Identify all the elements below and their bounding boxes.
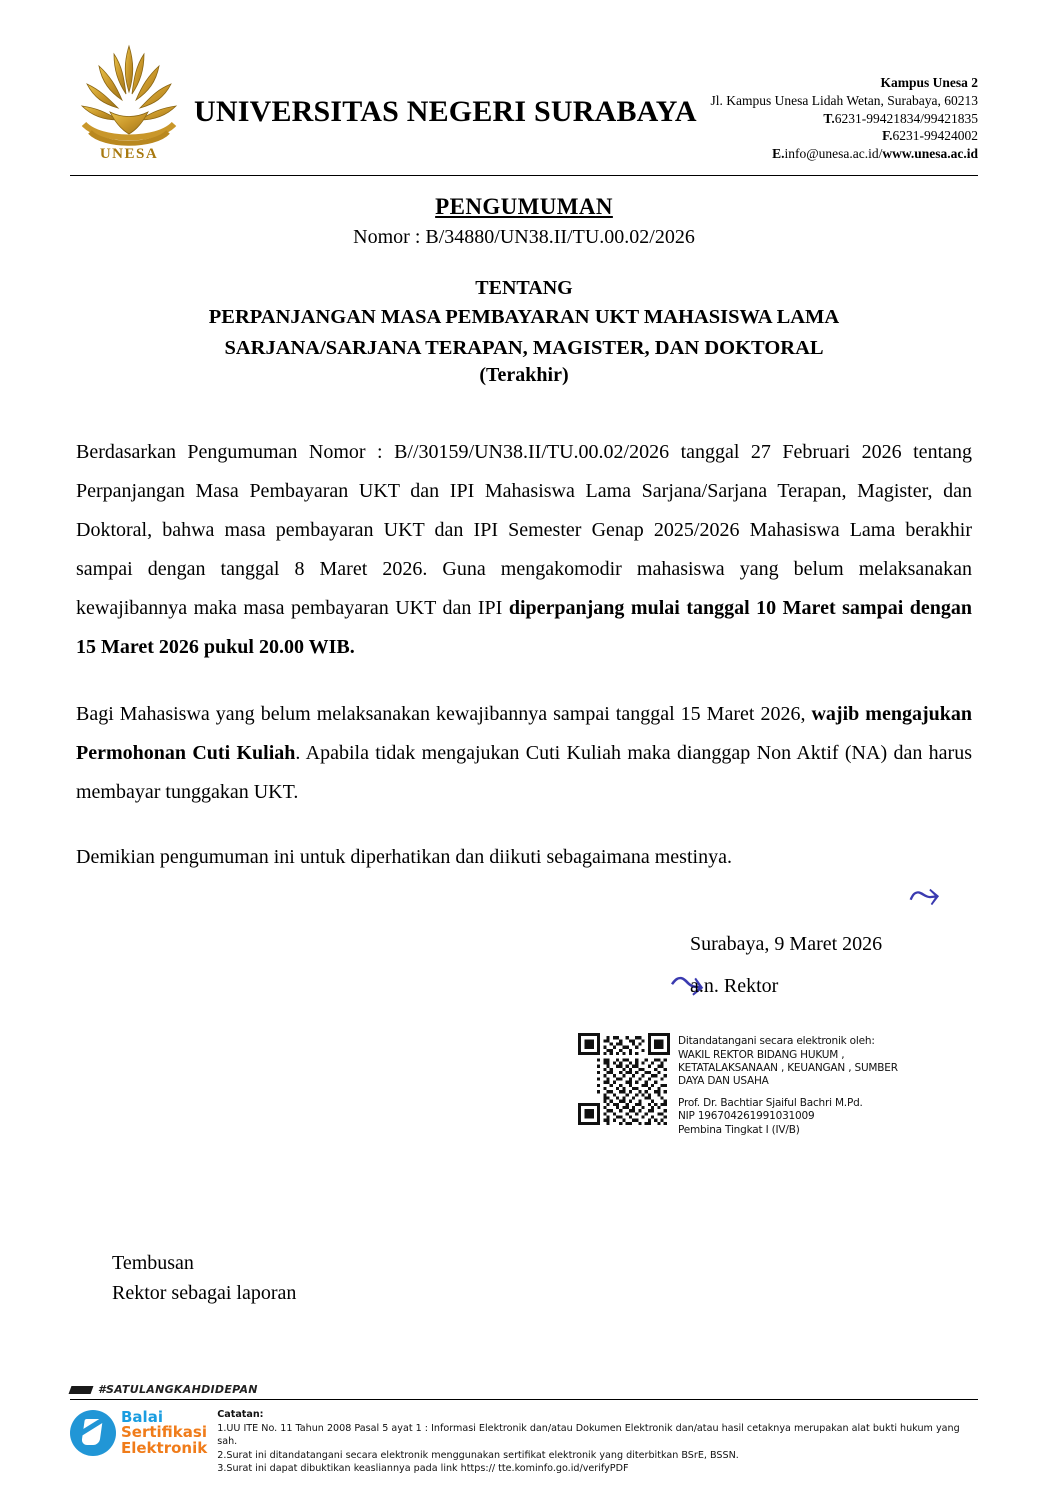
- letterhead: [70, 40, 978, 169]
- paragraph-2: [76, 695, 972, 812]
- esign-position-line-3: DAYA DAN USAHA: [678, 1075, 769, 1088]
- bsre-wordmark: [121, 1410, 207, 1456]
- paragraph-2-emphasis: wajib mengajukan Permohonan Cuti Kuliah: [76, 703, 972, 765]
- unesa-logo-icon: [70, 40, 188, 162]
- bsre-line-2: Sertifikasi: [121, 1423, 207, 1442]
- esign-signer-name: Prof. Dr. Bachtiar Sjaiful Bachri M.Pd.: [678, 1096, 863, 1109]
- note-3: 3.Surat ini dapat dibuktikan keasliannya pada link https:// tte.kominfo.go.id/verifyPDF: [217, 1463, 629, 1475]
- fax-line: [697, 127, 978, 145]
- footer-row: [70, 1408, 978, 1476]
- email-line: [697, 145, 978, 163]
- esign-spacer: [678, 1089, 898, 1097]
- bsre-line-1: Balai: [121, 1408, 163, 1426]
- note-2: 2.Surat ini ditandatangani secara elektronik menggunakan sertifikat elektronik yang diterbitkan BSrE, BSSN.: [217, 1449, 739, 1461]
- phone-value: 6231-99421834/99421835: [834, 110, 978, 126]
- electronic-signature-block: [578, 1033, 898, 1137]
- phone-line: [697, 110, 978, 128]
- document-number: Nomor : B/34880/UN38.II/TU.00.02/2026: [353, 226, 695, 249]
- note-1: 1.UU ITE No. 11 Tahun 2008 Pasal 5 ayat 1 : Informasi Elektronik dan/atau Dokumen Elektronik dan/atau hasil cetaknya merupakan alat bukti hukum yang sah.: [217, 1422, 960, 1448]
- final-notice-label: (Terakhir): [479, 364, 569, 387]
- handwritten-mark-2: ⤳: [666, 955, 709, 1010]
- header-divider: [70, 175, 978, 176]
- notes-title: Catatan:: [217, 1408, 264, 1420]
- subject-line-2: SARJANA/SARJANA TERAPAN, MAGISTER, DAN DOKTORAL: [224, 337, 824, 360]
- bsre-line-3: Elektronik: [121, 1438, 208, 1457]
- paragraph-1: [76, 433, 972, 667]
- signature-block: [690, 923, 882, 1007]
- paragraph-1-text: Berdasarkan Pengumuman Nomor : B//30159/UN38.II/TU.00.02/2026 tanggal 27 Februari 2026 tentang Perpanjangan Masa Pembayaran UKT dan IPI Mahasiswa Lama Sarjana/Sarjana Terapan, Magister, dan Doktoral, bahwa masa pembayaran UKT dan IPI Semester Genap 2025/2026 Mahasiswa Lama berakhir sampai dengan tanggal 8 Maret 2026. Guna mengakomodir mahasiswa yang belum melaksanakan kewajibannya maka masa pembayaran UKT dan IPI: [76, 441, 972, 620]
- phone-prefix: T.: [823, 110, 835, 126]
- footer-divider: [70, 1399, 978, 1400]
- email-prefix: E.: [772, 146, 785, 162]
- tembusan-block: [112, 1248, 296, 1308]
- bsre-logo: [70, 1408, 207, 1456]
- tagline-bar-icon: [69, 1386, 94, 1394]
- qr-code-svg: [578, 1033, 670, 1125]
- email-value: info@unesa.ac.id/: [784, 146, 883, 162]
- footer-notes: [217, 1408, 978, 1476]
- about-label: TENTANG: [475, 277, 573, 300]
- unesa-logo: [70, 40, 188, 162]
- bsre-pen-icon: [70, 1410, 116, 1456]
- electronic-signature-text: [678, 1033, 898, 1137]
- tembusan-label: Tembusan: [112, 1252, 194, 1274]
- esign-rank: Pembina Tingkat I (IV/B): [678, 1123, 800, 1136]
- campus-label: Kampus Unesa 2: [880, 75, 978, 90]
- signature-place-date: Surabaya, 9 Maret 2026: [690, 933, 883, 956]
- paragraph-1-emphasis: diperpanjang mulai tanggal 10 Maret sampai dengan 15 Maret 2026 pukul 20.00 WIB.: [76, 597, 972, 659]
- letterhead-contact: [697, 74, 978, 163]
- paragraph-2-text-b: . Apabila tidak mengajukan Cuti Kuliah maka dianggap Non Aktif (NA) dan harus membayar tunggakan UKT.: [76, 742, 972, 804]
- paragraph-2-text-a: Bagi Mahasiswa yang belum melaksanakan kewajibannya sampai tanggal 15 Maret 2026,: [76, 703, 812, 726]
- university-name: UNIVERSITAS NEGERI SURABAYA: [194, 95, 697, 128]
- svg-text:UNESA: UNESA: [99, 146, 159, 162]
- campus-address: Jl. Kampus Unesa Lidah Wetan, Surabaya, 60213: [710, 92, 978, 108]
- document-footer: [0, 1383, 1048, 1492]
- footer-tagline-text: #SATULANGKAHDIDEPAN: [98, 1382, 258, 1396]
- tembusan-value: Rektor sebagai laporan: [112, 1282, 297, 1304]
- esign-nip: NIP 196704261991031009: [678, 1110, 815, 1123]
- signature-area: [70, 870, 978, 1205]
- document-heading: PENGUMUMAN: [435, 194, 613, 220]
- website-value: www.unesa.ac.id: [882, 146, 978, 162]
- document-body: [70, 433, 978, 877]
- fax-value: 6231-99424002: [892, 128, 978, 144]
- esign-label: Ditandatangani secara elektronik oleh:: [678, 1035, 875, 1048]
- title-block: [70, 194, 978, 387]
- handwritten-mark-1: ⤳: [905, 870, 943, 919]
- footer-tagline: [70, 1383, 978, 1396]
- esign-position-line-2: KETATALAKSANAAN , KEUANGAN , SUMBER: [678, 1062, 898, 1075]
- esign-position-line-1: WAKIL REKTOR BIDANG HUKUM ,: [678, 1048, 845, 1061]
- qr-code-icon[interactable]: [578, 1033, 670, 1125]
- fax-prefix: F.: [882, 128, 893, 144]
- subject-line-1: PERPANJANGAN MASA PEMBAYARAN UKT MAHASISWA LAMA: [208, 306, 840, 329]
- paragraph-3: Demikian pengumuman ini untuk diperhatikan dan diikuti sebagaimana mestinya.: [76, 846, 732, 869]
- signature-on-behalf: a.n. Rektor: [690, 975, 779, 998]
- letterhead-left: [70, 40, 697, 162]
